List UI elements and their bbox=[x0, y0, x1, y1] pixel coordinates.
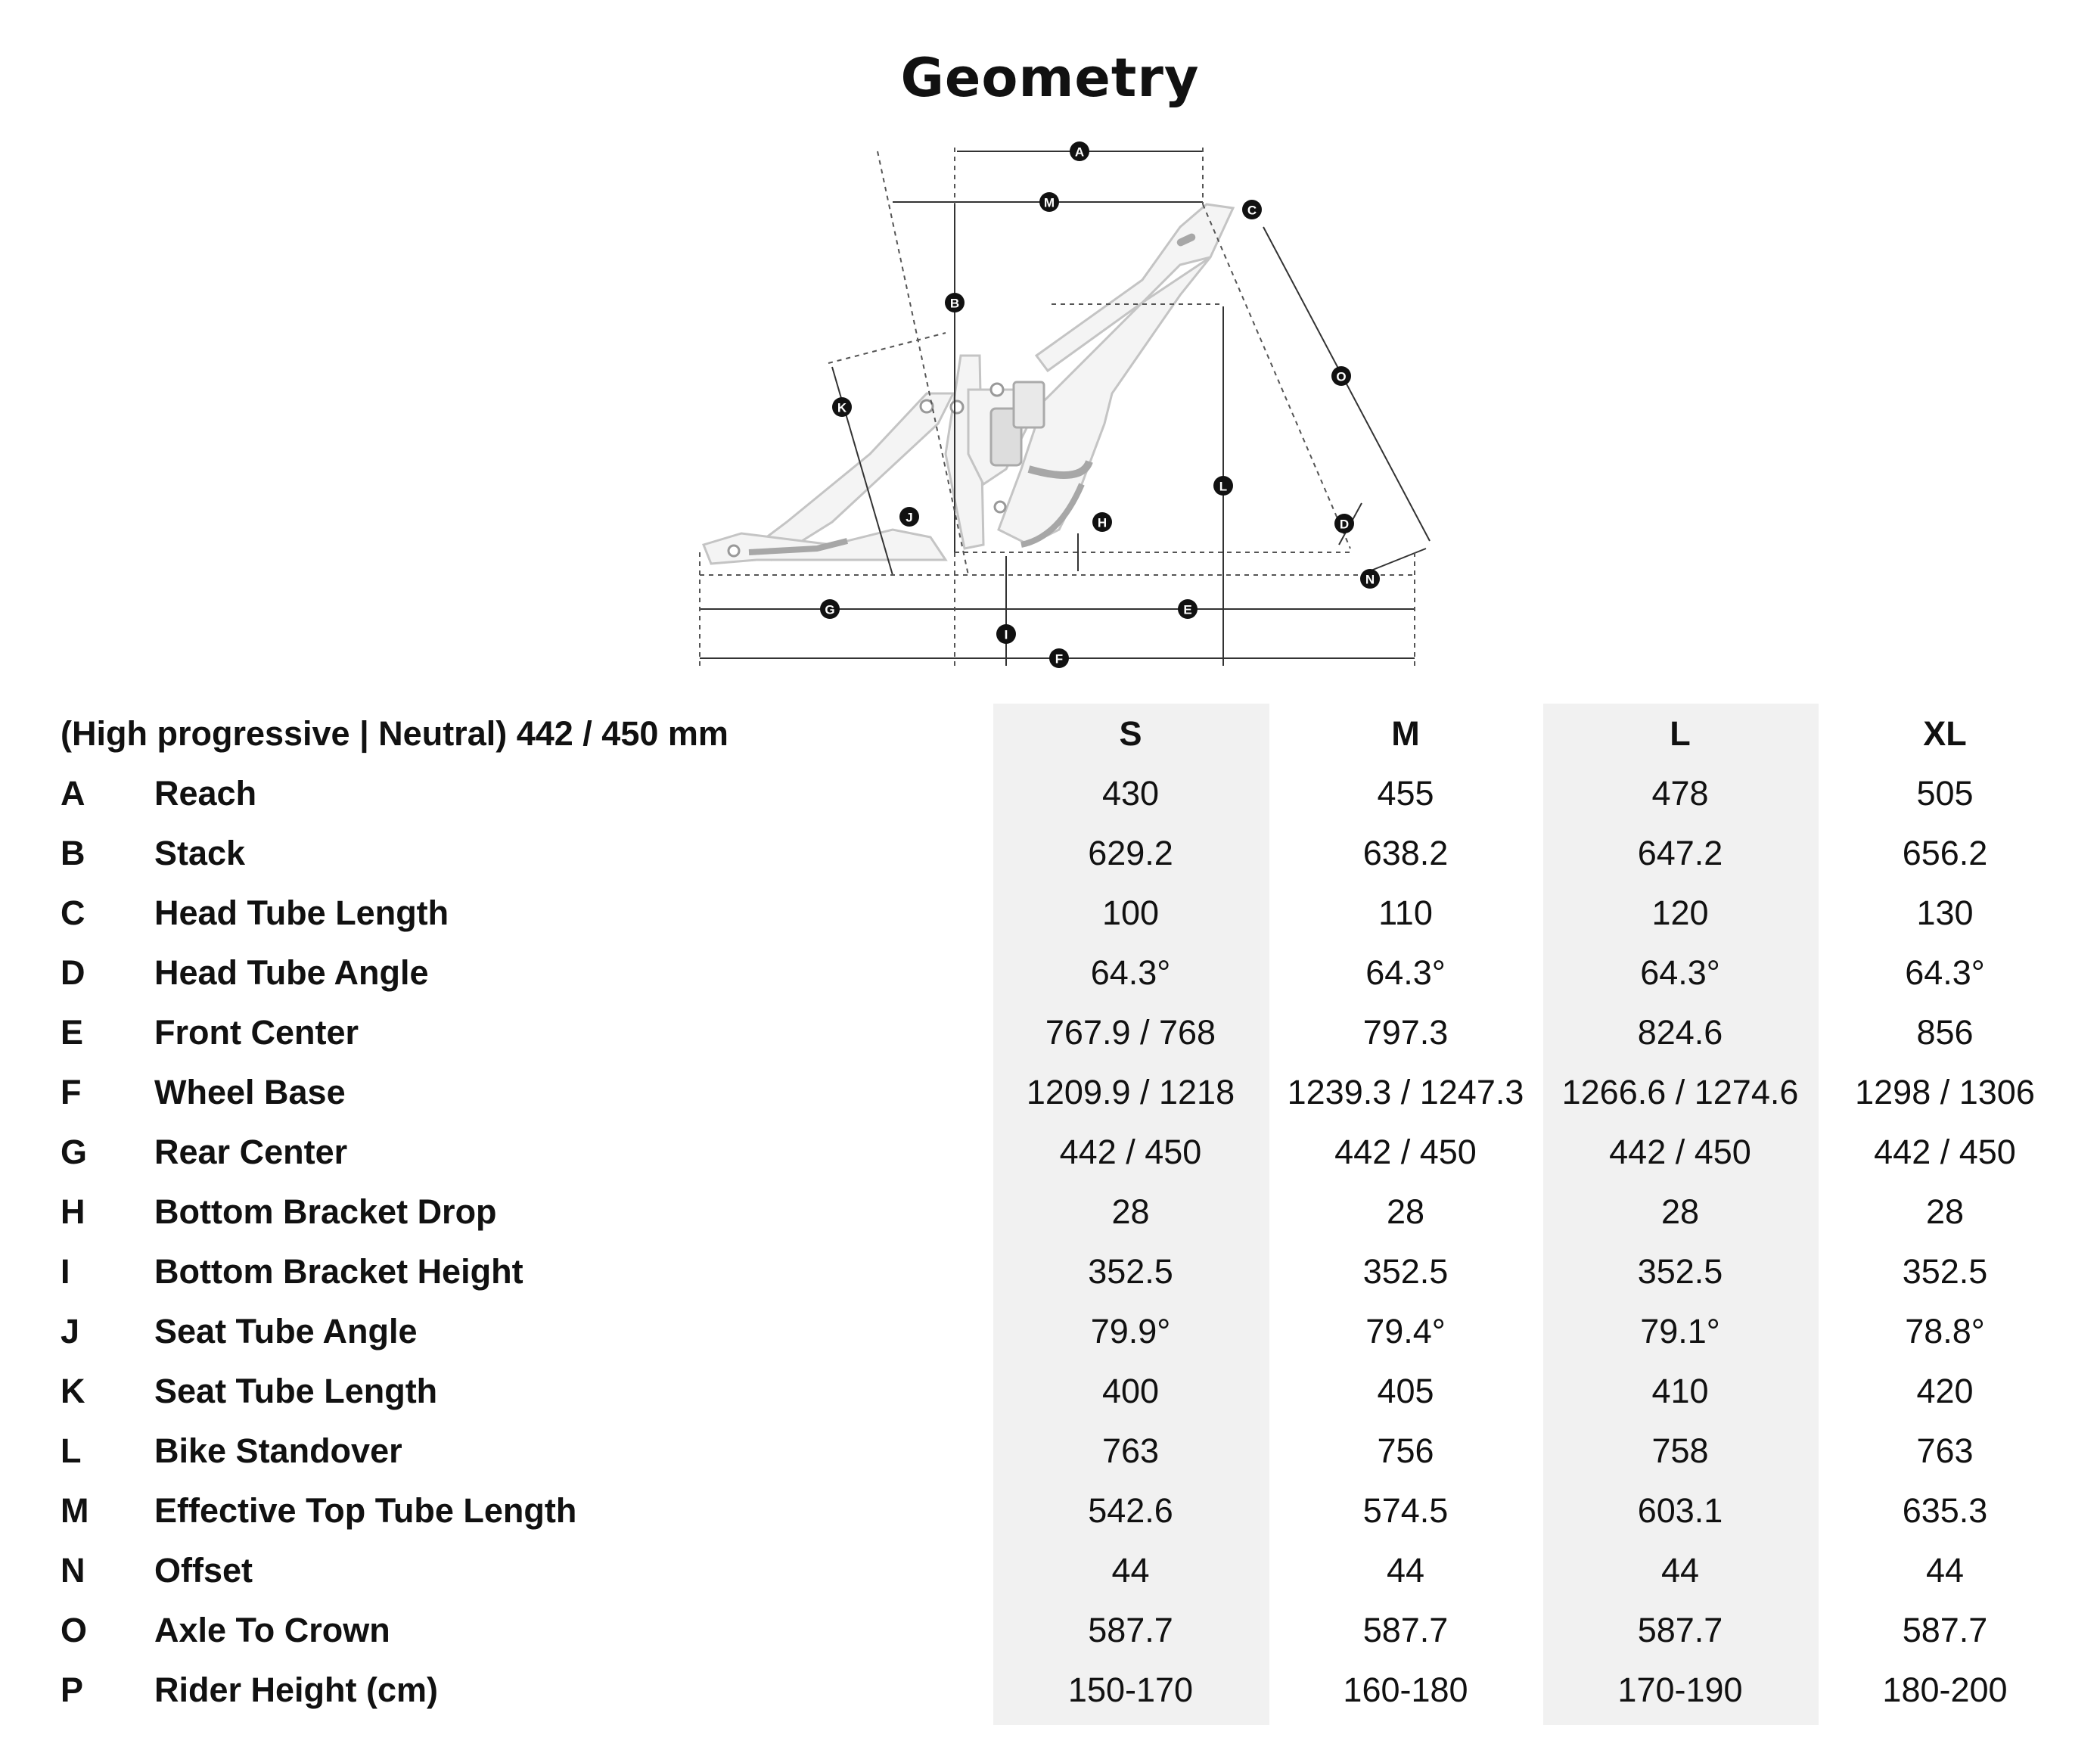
svg-text:L: L bbox=[1219, 479, 1228, 494]
cell-m: 28 bbox=[1386, 1192, 1425, 1231]
cell-m: 110 bbox=[1378, 893, 1433, 932]
cell-xl: 856 bbox=[1916, 1012, 1974, 1052]
table-row bbox=[61, 823, 2072, 883]
cell-l: 758 bbox=[1651, 1431, 1709, 1470]
diagram-label-c bbox=[1242, 200, 1262, 219]
geometry-table bbox=[61, 704, 2072, 1720]
row-name: Offset bbox=[154, 1550, 253, 1590]
row-name: Rider Height (cm) bbox=[154, 1670, 439, 1709]
svg-text:E: E bbox=[1183, 602, 1192, 617]
cell-xl: 352.5 bbox=[1902, 1251, 1988, 1291]
row-letter: B bbox=[61, 833, 85, 872]
row-name: Wheel Base bbox=[154, 1072, 346, 1111]
bike-geometry-diagram bbox=[666, 136, 1452, 681]
svg-text:K: K bbox=[837, 400, 847, 415]
cell-m: 44 bbox=[1386, 1550, 1425, 1590]
svg-text:D: D bbox=[1339, 517, 1350, 532]
table-row bbox=[61, 883, 2072, 943]
cell-xl: 656.2 bbox=[1902, 833, 1988, 872]
cell-m: 455 bbox=[1377, 773, 1434, 813]
cell-m: 64.3° bbox=[1365, 953, 1446, 992]
cell-m: 352.5 bbox=[1362, 1251, 1449, 1291]
row-name: Bottom Bracket Drop bbox=[154, 1192, 497, 1231]
row-name: Front Center bbox=[154, 1012, 359, 1052]
row-letter: H bbox=[61, 1192, 85, 1231]
table-row bbox=[61, 1122, 2072, 1182]
cell-xl: 505 bbox=[1916, 773, 1974, 813]
diagram-label-a bbox=[1070, 141, 1089, 161]
row-letter: J bbox=[61, 1311, 80, 1350]
cell-s: 44 bbox=[1111, 1550, 1150, 1590]
svg-text:N: N bbox=[1365, 572, 1375, 587]
row-letter: N bbox=[61, 1550, 85, 1590]
row-letter: L bbox=[61, 1431, 82, 1470]
cell-xl: 28 bbox=[1925, 1192, 1965, 1231]
table-row bbox=[61, 1062, 2072, 1122]
diagram-label-k bbox=[832, 397, 852, 417]
cell-m: 405 bbox=[1377, 1371, 1434, 1410]
row-name: Seat Tube Angle bbox=[154, 1311, 418, 1350]
table-row bbox=[61, 943, 2072, 1002]
cell-s: 150-170 bbox=[1067, 1670, 1194, 1709]
row-name: Bike Standover bbox=[154, 1431, 402, 1470]
cell-m: 1239.3 / 1247.3 bbox=[1287, 1072, 1524, 1111]
diagram-label-h bbox=[1092, 512, 1112, 532]
cell-s: 629.2 bbox=[1088, 833, 1173, 872]
diagram-label-d bbox=[1334, 514, 1354, 533]
cell-l: 824.6 bbox=[1637, 1012, 1723, 1052]
cell-l: 352.5 bbox=[1637, 1251, 1723, 1291]
size-header-s: S bbox=[1119, 713, 1142, 753]
row-name: Seat Tube Length bbox=[154, 1371, 438, 1410]
table-row bbox=[61, 1481, 2072, 1540]
row-name: Bottom Bracket Height bbox=[154, 1251, 523, 1291]
cell-m: 756 bbox=[1377, 1431, 1434, 1470]
cell-m: 638.2 bbox=[1362, 833, 1449, 872]
table-row bbox=[61, 1600, 2072, 1660]
table-row bbox=[61, 1242, 2072, 1301]
diagram-label-g bbox=[820, 599, 840, 619]
cell-l: 28 bbox=[1660, 1192, 1700, 1231]
cell-m: 160-180 bbox=[1343, 1670, 1468, 1709]
cell-m: 574.5 bbox=[1362, 1490, 1449, 1530]
cell-l: 647.2 bbox=[1637, 833, 1723, 872]
cell-xl: 442 / 450 bbox=[1874, 1132, 2016, 1171]
row-letter: I bbox=[61, 1251, 70, 1291]
cell-l: 120 bbox=[1651, 893, 1709, 932]
svg-text:B: B bbox=[949, 296, 960, 311]
cell-s: 400 bbox=[1101, 1371, 1160, 1410]
row-letter: O bbox=[61, 1610, 88, 1649]
size-header-xl: XL bbox=[1923, 713, 1967, 753]
cell-s: 28 bbox=[1111, 1192, 1150, 1231]
diagram-label-m bbox=[1039, 192, 1059, 212]
svg-text:H: H bbox=[1097, 515, 1107, 530]
cell-s: 430 bbox=[1101, 773, 1160, 813]
cell-xl: 763 bbox=[1916, 1431, 1974, 1470]
row-letter: F bbox=[61, 1072, 82, 1111]
cell-l: 442 / 450 bbox=[1609, 1132, 1751, 1171]
cell-xl: 180-200 bbox=[1882, 1670, 2008, 1709]
table-header-label: (High progressive | Neutral) 442 / 450 mm bbox=[61, 713, 728, 753]
cell-s: 763 bbox=[1101, 1431, 1160, 1470]
row-letter: A bbox=[61, 773, 85, 813]
svg-text:A: A bbox=[1074, 145, 1085, 160]
size-header-m: M bbox=[1391, 713, 1420, 753]
table-row bbox=[61, 1182, 2072, 1242]
cell-m: 442 / 450 bbox=[1334, 1132, 1477, 1171]
cell-l: 587.7 bbox=[1637, 1610, 1723, 1649]
cell-s: 767.9 / 768 bbox=[1045, 1012, 1216, 1052]
cell-xl: 64.3° bbox=[1905, 953, 1985, 992]
svg-text:J: J bbox=[906, 510, 913, 525]
diagram-label-l bbox=[1213, 476, 1233, 496]
row-name: Reach bbox=[154, 773, 257, 813]
row-letter: P bbox=[61, 1670, 84, 1709]
cell-xl: 78.8° bbox=[1905, 1311, 1985, 1350]
cell-s: 79.9° bbox=[1090, 1311, 1171, 1350]
cell-l: 64.3° bbox=[1640, 953, 1720, 992]
table-row bbox=[61, 1361, 2072, 1421]
cell-s: 352.5 bbox=[1088, 1251, 1173, 1291]
svg-text:C: C bbox=[1247, 203, 1257, 218]
row-name: Stack bbox=[154, 833, 246, 872]
diagram-label-n bbox=[1360, 569, 1380, 589]
table-header-row bbox=[61, 704, 2072, 763]
diagram-label-f bbox=[1049, 648, 1069, 668]
svg-text:G: G bbox=[825, 602, 835, 617]
table-row bbox=[61, 1002, 2072, 1062]
row-letter: G bbox=[61, 1132, 88, 1171]
table-row bbox=[61, 1660, 2072, 1720]
table-row bbox=[61, 763, 2072, 823]
cell-s: 542.6 bbox=[1088, 1490, 1173, 1530]
row-letter: M bbox=[61, 1490, 89, 1530]
row-letter: C bbox=[61, 893, 85, 932]
diagram-label-o bbox=[1331, 366, 1351, 386]
row-letter: K bbox=[61, 1371, 85, 1410]
table-row bbox=[61, 1540, 2072, 1600]
cell-l: 1266.6 / 1274.6 bbox=[1561, 1072, 1799, 1111]
diagram-label-e bbox=[1178, 599, 1198, 619]
cell-l: 170-190 bbox=[1617, 1670, 1743, 1709]
cell-xl: 420 bbox=[1916, 1371, 1974, 1410]
diagram-label-i bbox=[996, 624, 1016, 644]
size-header-l: L bbox=[1670, 713, 1691, 753]
cell-xl: 130 bbox=[1916, 893, 1974, 932]
row-name: Axle To Crown bbox=[154, 1610, 390, 1649]
row-name: Effective Top Tube Length bbox=[154, 1490, 577, 1530]
cell-l: 44 bbox=[1660, 1550, 1700, 1590]
svg-text:F: F bbox=[1055, 651, 1064, 667]
table-row bbox=[61, 1301, 2072, 1361]
diagram-label-b bbox=[945, 293, 965, 312]
svg-text:I: I bbox=[1004, 627, 1008, 642]
cell-s: 442 / 450 bbox=[1059, 1132, 1202, 1171]
cell-xl: 44 bbox=[1925, 1550, 1965, 1590]
bike-frame bbox=[704, 204, 1233, 564]
page-title: Geometry bbox=[900, 47, 1200, 109]
cell-xl: 587.7 bbox=[1902, 1610, 1988, 1649]
cell-m: 587.7 bbox=[1362, 1610, 1449, 1649]
cell-m: 797.3 bbox=[1362, 1012, 1449, 1052]
cell-l: 79.1° bbox=[1640, 1311, 1720, 1350]
cell-s: 64.3° bbox=[1090, 953, 1171, 992]
table-row bbox=[61, 1421, 2072, 1481]
diagram-label-j bbox=[899, 507, 919, 527]
cell-s: 1209.9 / 1218 bbox=[1026, 1072, 1235, 1111]
cell-s: 100 bbox=[1101, 893, 1160, 932]
cell-m: 79.4° bbox=[1365, 1311, 1446, 1350]
row-name: Rear Center bbox=[154, 1132, 348, 1171]
cell-l: 603.1 bbox=[1637, 1490, 1723, 1530]
svg-text:O: O bbox=[1336, 369, 1347, 384]
cell-xl: 1298 / 1306 bbox=[1855, 1072, 2035, 1111]
row-name: Head Tube Angle bbox=[154, 953, 429, 992]
row-letter: D bbox=[61, 953, 85, 992]
cell-s: 587.7 bbox=[1088, 1610, 1173, 1649]
row-letter: E bbox=[61, 1012, 84, 1052]
cell-xl: 635.3 bbox=[1902, 1490, 1988, 1530]
svg-text:M: M bbox=[1043, 195, 1055, 210]
cell-l: 410 bbox=[1651, 1371, 1709, 1410]
row-name: Head Tube Length bbox=[154, 893, 449, 932]
cell-l: 478 bbox=[1651, 773, 1709, 813]
